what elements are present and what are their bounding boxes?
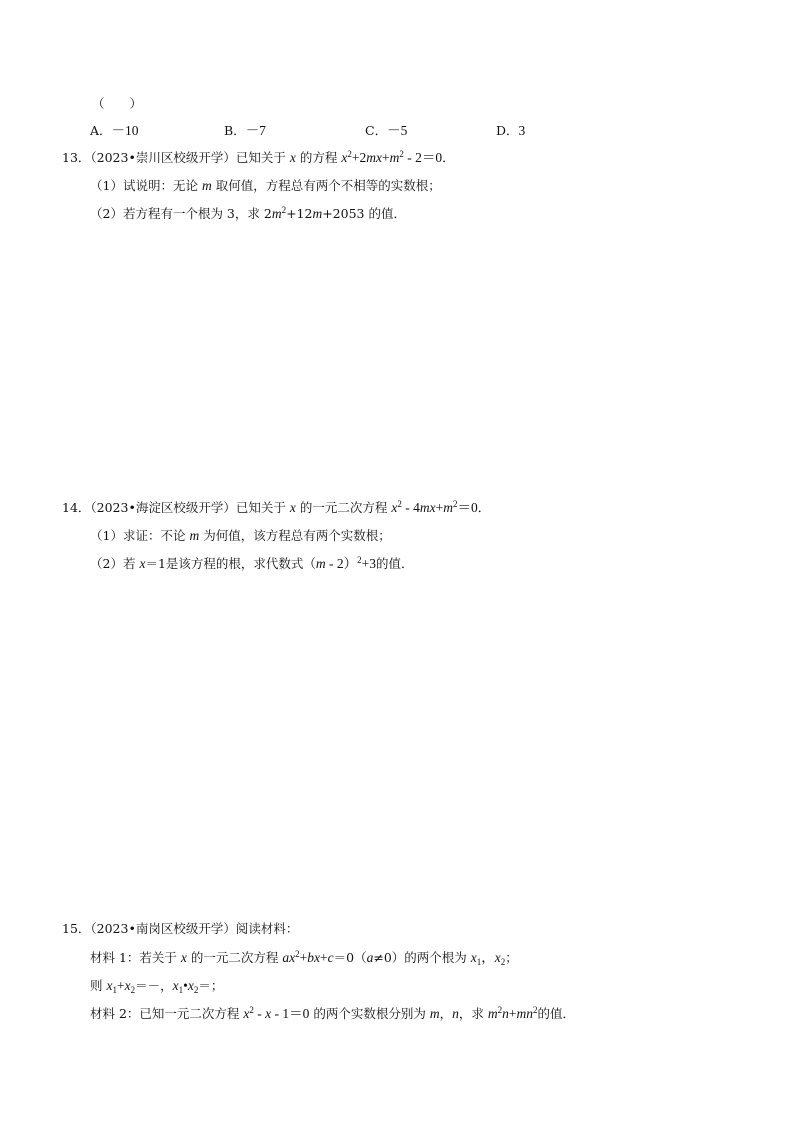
- option-label: C．: [365, 123, 388, 138]
- equation: $x^2+2mx+m^2 - 2=0$: [341, 149, 443, 165]
- question-number: 13．: [62, 150, 91, 165]
- q15-material-1: 材料 1：若关于 x 的一元二次方程 $ax^2+bx+c=0(a\ne 0)$的两个根为 $x_1$，$x_2$；: [90, 949, 518, 967]
- option-value: －5: [387, 123, 408, 138]
- question-source: （2023•南岗区校级开学）: [90, 921, 236, 936]
- q12-option-c: [365, 123, 407, 139]
- q15-stem: 15．（2023•南岗区校级开学）阅读材料：: [62, 921, 299, 936]
- q12-answer-paren: （ ）: [92, 96, 143, 111]
- q15-material-2: 材料 2：已知一元二次方程 $x^2 - x - 1=0$ 的两个实数根分别为 m，n，求 $m^2n+mn^2$的值．: [90, 1005, 576, 1021]
- option-value: －10: [111, 123, 139, 138]
- option-label: A．: [90, 123, 112, 138]
- option-label: D．: [496, 123, 519, 138]
- q15-material-1-formula: 则 $x_1+x_2=-$，$x_1•x_2=$；: [90, 978, 224, 995]
- question-number: 14．: [62, 500, 91, 515]
- q12-option-d: [496, 123, 525, 139]
- q14-part-1: （1）求证：不论 m 为何值，该方程总有两个实数根；: [90, 528, 391, 543]
- q14-stem: 14．（2023•海淀区校级开学）已知关于 x 的一元二次方程 $x^2 - 4mx+m^2=0$．: [62, 499, 491, 515]
- equation: $x^2 - 4mx+m^2=0$: [391, 499, 478, 515]
- question-source: （2023•崇川区校级开学）: [90, 150, 236, 165]
- q13-stem: 13．（2023•崇川区校级开学）已知关于 x 的方程 $x^2+2mx+m^2 - 2=0$．: [62, 149, 455, 165]
- q14-part-2: （2）若 x＝1是该方程的根，求代数式（m - 2）$^2$+3的值．: [90, 555, 414, 571]
- q12-option-a: [90, 123, 139, 139]
- option-label: B．: [224, 123, 246, 138]
- option-value: 3: [518, 123, 526, 138]
- option-value: －7: [245, 123, 266, 138]
- q13-part-1: （1）试说明：无论 m 取何值，方程总有两个不相等的实数根；: [90, 178, 441, 193]
- q12-option-b: [224, 123, 266, 139]
- question-number: 15．: [62, 921, 91, 936]
- q13-part-2: （2）若方程有一个根为 3，求 $2m^2+12m+2053$ 的值．: [90, 205, 406, 221]
- question-source: （2023•海淀区校级开学）: [90, 500, 236, 515]
